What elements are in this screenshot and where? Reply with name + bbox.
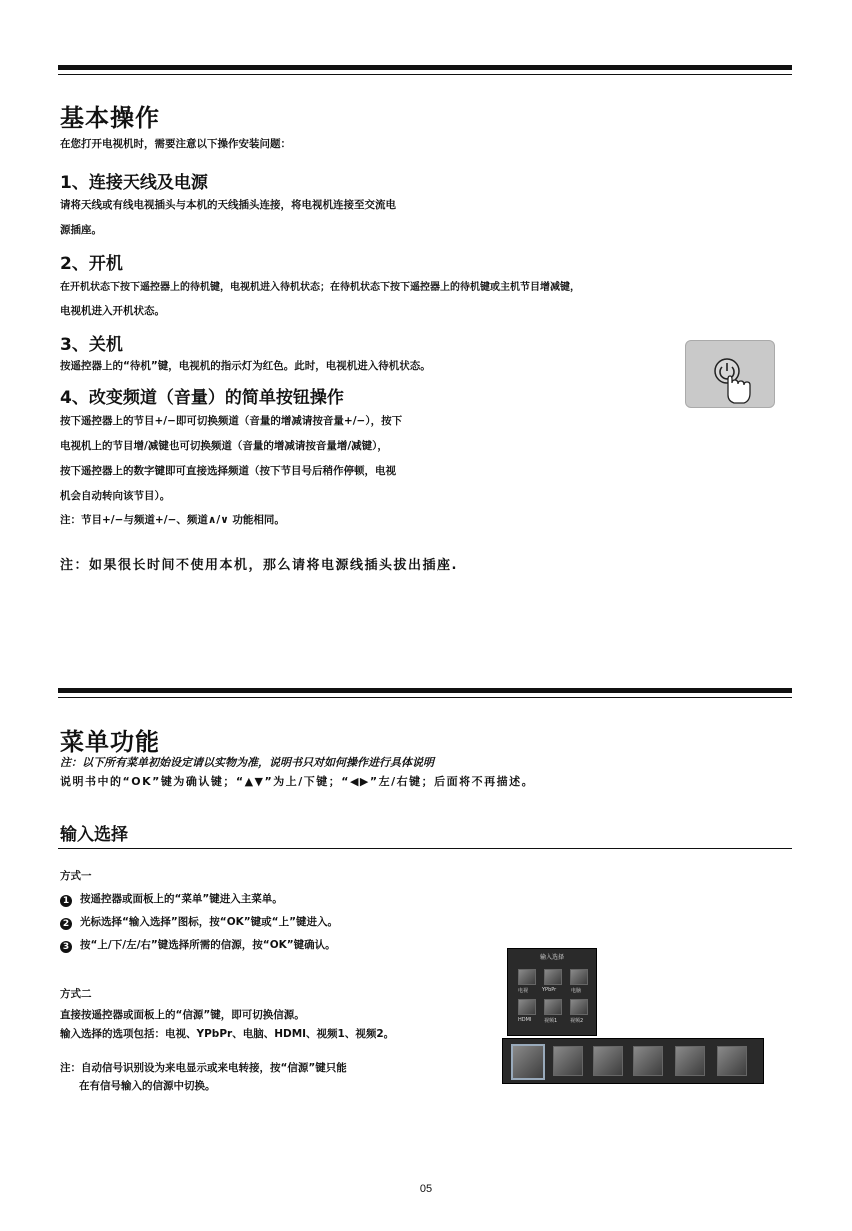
pc-source-icon: [570, 969, 588, 985]
input-select-popup: [507, 948, 597, 1036]
method1-title: 方式一: [60, 870, 92, 882]
popup-label-pc: 电脑: [571, 988, 582, 994]
item3-heading: 3、关机: [60, 335, 123, 355]
screen-menu-icon: [593, 1046, 623, 1076]
power-button-illustration: [685, 340, 775, 408]
input-menu-icon: [511, 1044, 545, 1080]
section2-note-line1: 注：自动信号识别设为来电显示或来电转接，按“信源”键只能: [60, 1062, 347, 1074]
search-menu-icon: [717, 1046, 747, 1076]
section1-title: 基本操作: [60, 104, 160, 132]
item3-line1: 按遥控器上的“待机”键，电视机的指示灯为红色。此时，电视机进入待机状态。: [60, 360, 431, 372]
tv-source-icon: [518, 969, 536, 985]
method1-step3: [60, 937, 336, 953]
popup-label-ypbpr: YPbPr: [542, 987, 557, 993]
page-number: 05: [419, 1183, 433, 1195]
mid-rule-thick: [58, 688, 792, 693]
popup-label-tv: 电视: [518, 988, 529, 994]
hdmi-source-icon: [518, 999, 536, 1015]
sound-menu-icon: [633, 1046, 663, 1076]
top-rule-thick: [58, 65, 792, 70]
item2-line1: 在开机状态下按下遥控器上的待机键，电视机进入待机状态；在待机状态下按下遥控器上的待机键或主机节目增减键，: [60, 282, 580, 293]
item1-line2: 源插座。: [60, 224, 102, 236]
item4-line5: 注：节目+/−与频道+/−、频道∧/∨ 功能相同。: [60, 514, 285, 526]
step1-text: 按遥控器或面板上的“菜单”键进入主菜单。: [80, 893, 283, 905]
step-number-1: 1: [60, 895, 72, 907]
item4-line2: 电视机上的节目增/减键也可切换频道（音量的增减请按音量增/减键），: [60, 440, 388, 452]
main-menu-bar: [502, 1038, 764, 1084]
section2-subtitle: 输入选择: [60, 825, 128, 845]
mid-rule-thin: [58, 697, 792, 698]
section1-note: 注：如果很长时间不使用本机，那么请将电源线插头拔出插座.: [60, 558, 458, 573]
item4-line1: 按下遥控器上的节目+/−即可切换频道（音量的增减请按音量+/−），按下: [60, 415, 403, 427]
section2-note-line2: 在有信号输入的信源中切换。: [79, 1080, 216, 1092]
settings-gear-icon: [675, 1046, 705, 1076]
picture-menu-icon: [553, 1046, 583, 1076]
section1-intro: 在您打开电视机时，需要注意以下操作安装问题：: [60, 138, 291, 150]
item4-line4: 机会自动转向该节目）。: [60, 490, 171, 502]
step-number-2: 2: [60, 918, 72, 930]
section2-note-italic: 注：以下所有菜单初始设定请以实物为准，说明书只对如何操作进行具体说明: [60, 756, 434, 769]
popup-label-hdmi: HDMI: [518, 1017, 532, 1023]
step3-text: 按“上/下/左/右”键选择所需的信源，按“OK”键确认。: [80, 939, 336, 951]
av1-source-icon: [544, 999, 562, 1015]
item2-heading: 2、开机: [60, 254, 123, 274]
item1-line1: 请将天线或有线电视插头与本机的天线插头连接，将电视机连接至交流电: [60, 199, 396, 211]
popup-label-av2: 视频2: [570, 1018, 584, 1024]
section2-title: 菜单功能: [60, 728, 160, 756]
top-rule-thin: [58, 74, 792, 75]
av2-source-icon: [570, 999, 588, 1015]
item4-line3: 按下遥控器上的数字键即可直接选择频道（按下节目号后稍作停顿，电视: [60, 465, 396, 477]
method2-title: 方式二: [60, 988, 92, 1000]
method1-step2: [60, 914, 338, 930]
step-number-3: 3: [60, 941, 72, 953]
power-hand-icon: [686, 341, 774, 407]
subtitle-rule: [58, 848, 792, 849]
section2-note-keys: 说明书中的“OK”键为确认键；“▲▼”为上/下键；“◀▶”左/右键；后面将不再描述。: [60, 775, 535, 788]
popup-label-av1: 视频1: [544, 1018, 558, 1024]
item2-line2: 电视机进入开机状态。: [60, 305, 165, 317]
item4-heading: 4、改变频道（音量）的简单按钮操作: [60, 388, 344, 408]
ypbpr-source-icon: [544, 969, 562, 985]
popup-title: 输入选择: [539, 954, 564, 961]
method2-line2: 输入选择的选项包括：电视、YPbPr、电脑、HDMI、视频1、视频2。: [60, 1028, 395, 1040]
item1-heading: 1、连接天线及电源: [60, 173, 208, 193]
method1-step1: [60, 891, 283, 907]
method2-line1: 直接按遥控器或面板上的“信源”键，即可切换信源。: [60, 1009, 305, 1021]
step2-text: 光标选择“输入选择”图标，按“OK”键或“上”键进入。: [80, 916, 338, 928]
